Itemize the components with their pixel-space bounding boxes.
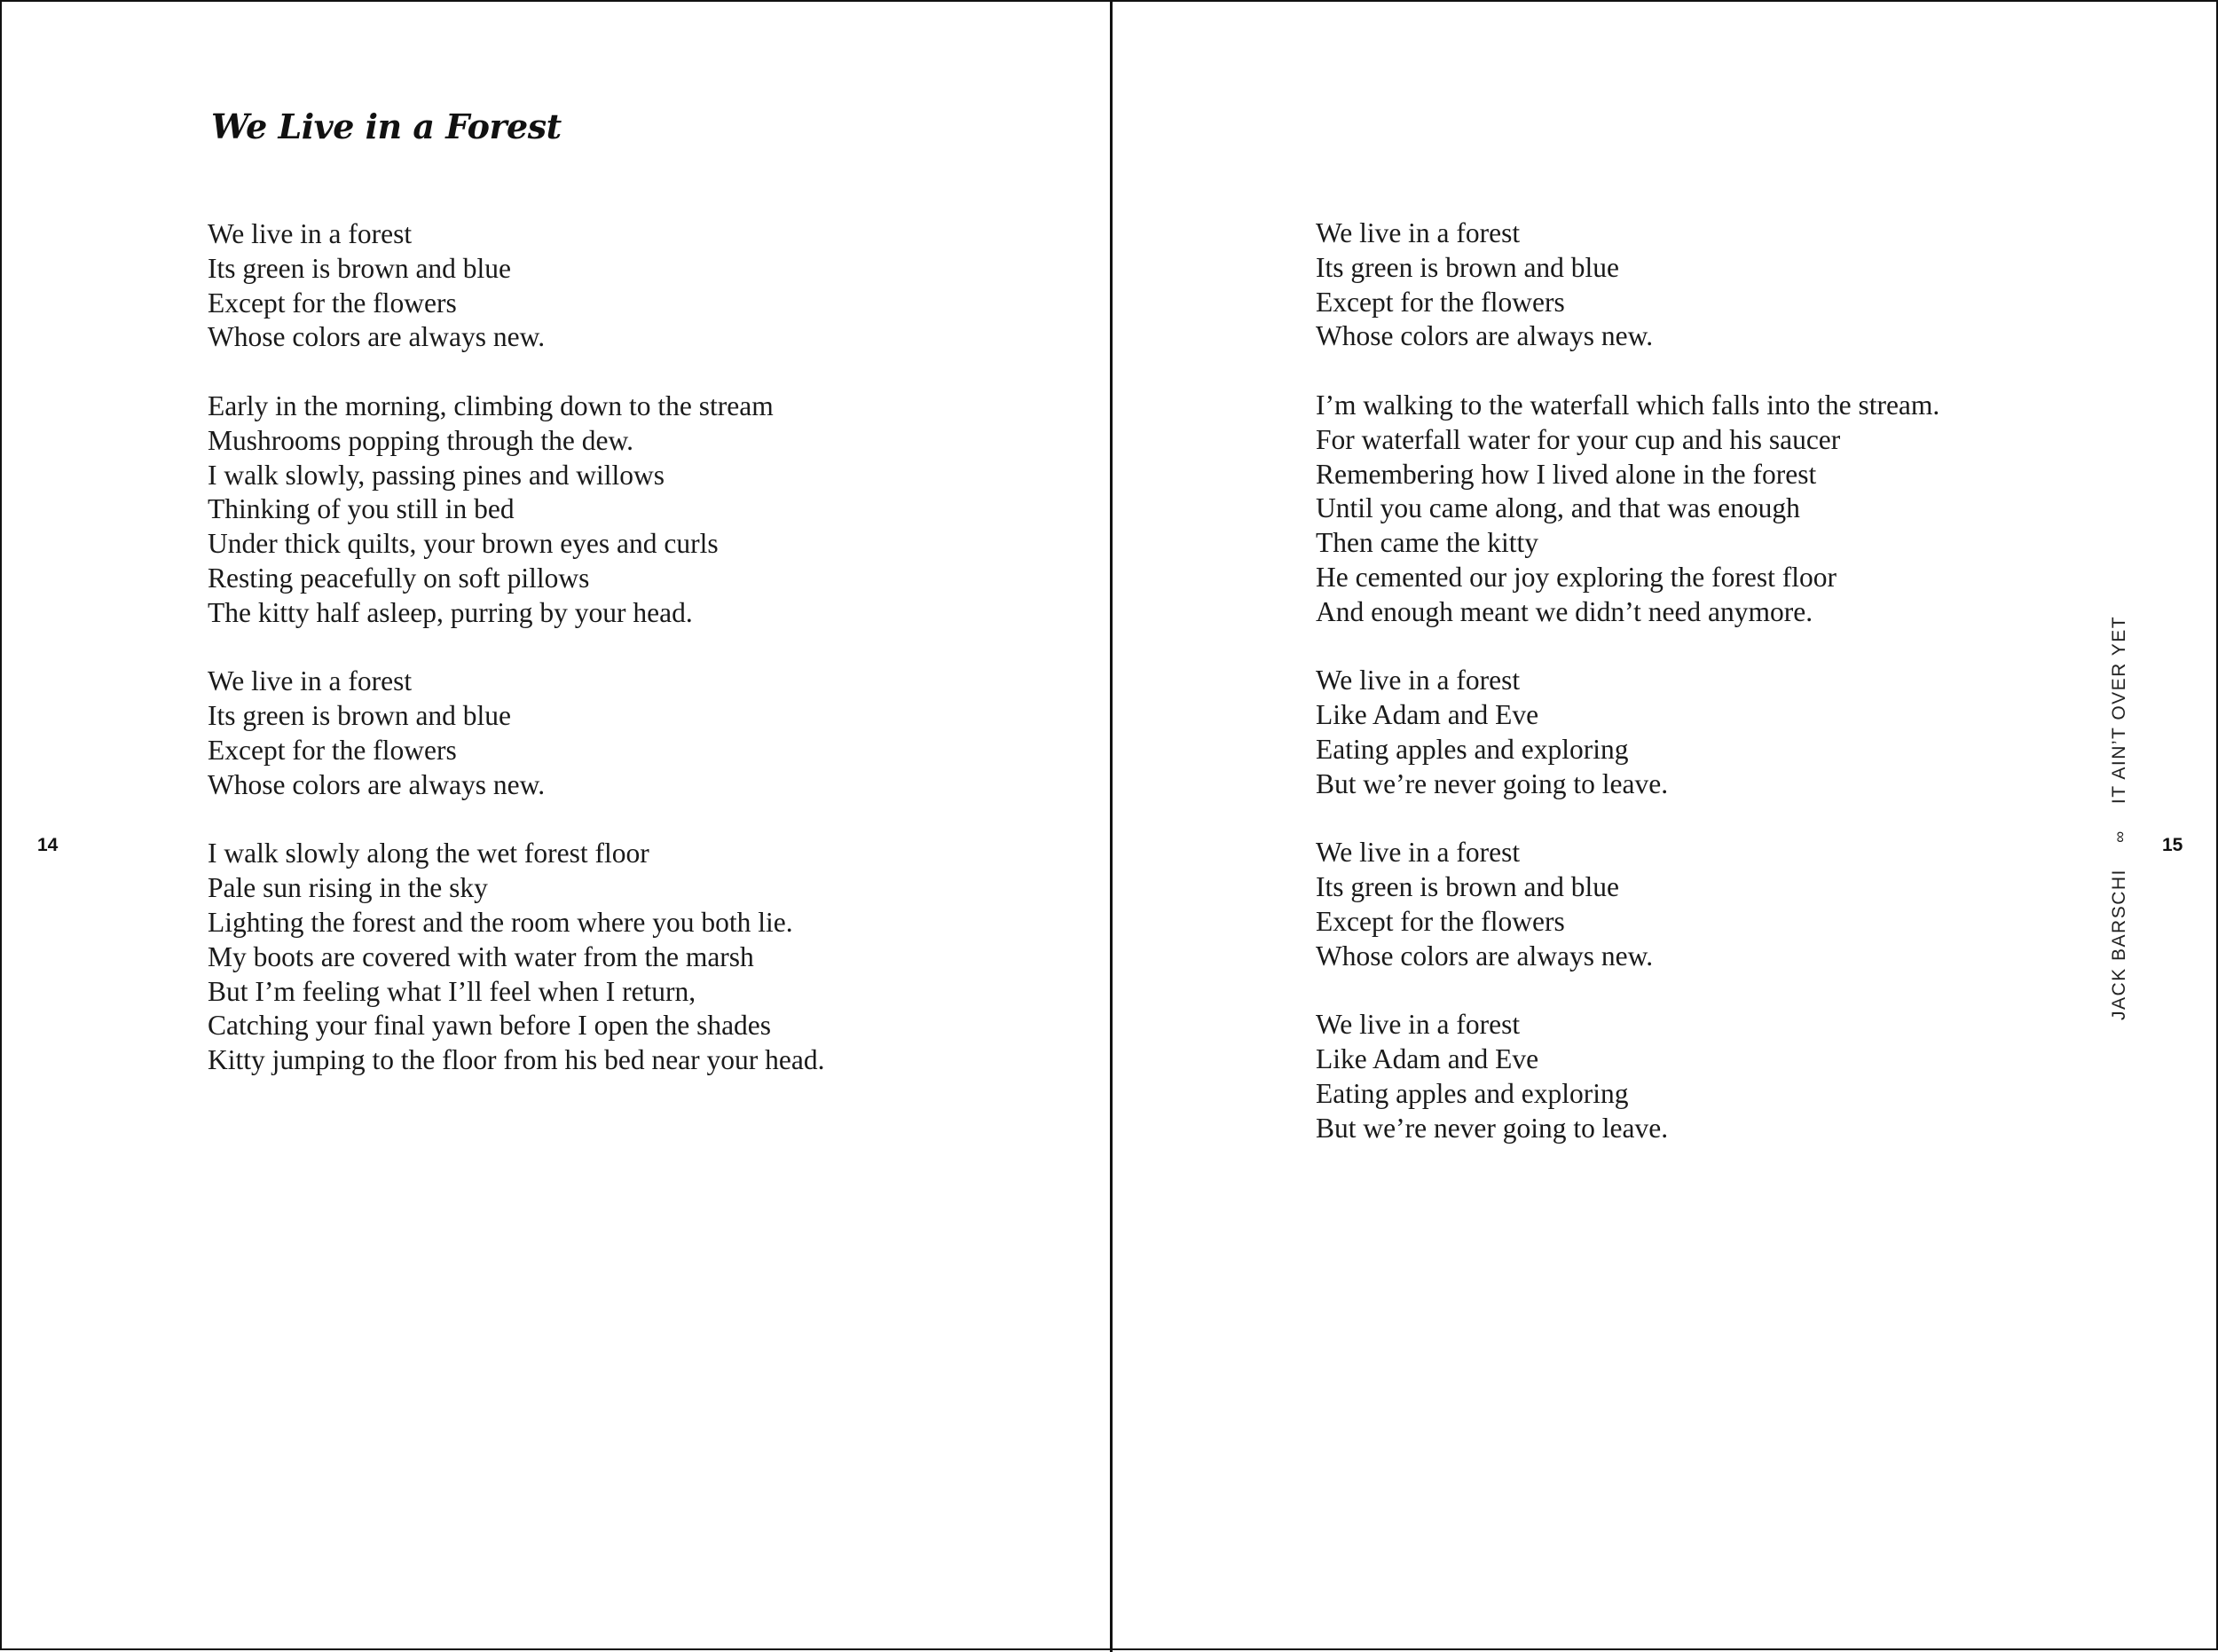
poem-line: Except for the flowers [208, 287, 457, 319]
poem-line: But I’m feeling what I’ll feel when I return, [208, 975, 696, 1007]
poem-line: Like Adam and Eve [1316, 1043, 1539, 1075]
poem-line: Whose colors are always new. [208, 321, 546, 353]
poem-line: Resting peacefully on soft pillows [208, 562, 590, 594]
left-page-poem [208, 217, 824, 1113]
stanza [1316, 836, 1939, 973]
stanza [1316, 664, 1939, 801]
poem-line: Whose colors are always new. [208, 768, 546, 800]
poem-line: Its green is brown and blue [1316, 251, 1620, 283]
stanza [208, 837, 824, 1078]
poem-line: I walk slowly, passing pines and willows [208, 459, 665, 491]
poem-line: But we’re never going to leave. [1316, 1112, 1669, 1144]
running-head [2109, 616, 2130, 1020]
poem-line: Pale sun rising in the sky [208, 872, 488, 904]
poem-title: We Live in a Forest [211, 106, 562, 146]
poem-line: We live in a forest [208, 218, 413, 249]
poem-line: Except for the flowers [1316, 286, 1565, 318]
poem-line: Kitty jumping to the floor from his bed near your head. [208, 1044, 825, 1076]
poem-line: Eating apples and exploring [1316, 1077, 1629, 1109]
poem-line: Then came the kitty [1316, 527, 1539, 559]
running-head-author: JACK BARSCHI [2109, 869, 2129, 1020]
infinity-separator-icon: ∞ [2111, 830, 2128, 843]
poem-line: We live in a forest [1316, 1009, 1521, 1041]
poem-line: Except for the flowers [1316, 905, 1565, 937]
poem-line: Like Adam and Eve [1316, 699, 1539, 731]
poem-line: We live in a forest [208, 665, 413, 697]
poem-line: Eating apples and exploring [1316, 733, 1629, 765]
page-number-left: 14 [37, 835, 59, 855]
poem-line: Mushrooms popping through the dew. [208, 424, 634, 456]
poem-line: Thinking of you still in bed [208, 493, 515, 525]
poem-line: I’m walking to the waterfall which falls into the stream. [1316, 389, 1940, 421]
poem-line: Except for the flowers [208, 734, 457, 766]
poem-line: But we’re never going to leave. [1316, 767, 1669, 799]
poem-line: Whose colors are always new. [1316, 320, 1654, 352]
poem-line: Early in the morning, climbing down to the stream [208, 389, 774, 421]
poem-line: I walk slowly along the wet forest floor [208, 838, 649, 869]
poem-line: My boots are covered with water from the marsh [208, 940, 754, 972]
poem-line: Its green is brown and blue [208, 252, 512, 284]
poem-line: Its green is brown and blue [1316, 871, 1620, 903]
poem-line: And enough meant we didn’t need anymore. [1316, 595, 1813, 627]
poem-line: For waterfall water for your cup and his saucer [1316, 423, 1841, 455]
poem-line: Catching your final yawn before I open the shades [208, 1010, 772, 1042]
right-page-poem [1316, 216, 1939, 1180]
stanza [208, 665, 824, 802]
poem-line: Until you came along, and that was enough [1316, 492, 1800, 524]
stanza [1316, 1008, 1939, 1145]
poem-line: Lighting the forest and the room where you both lie. [208, 906, 793, 938]
page-number-right: 15 [2162, 835, 2183, 855]
page-gutter-divider [1110, 2, 1113, 1652]
poem-line: Under thick quilts, your brown eyes and curls [208, 528, 719, 560]
stanza [208, 217, 824, 355]
poem-line: The kitty half asleep, purring by your head. [208, 596, 693, 628]
poem-line: We live in a forest [1316, 217, 1521, 248]
poem-line: We live in a forest [1316, 665, 1521, 696]
poem-line: He cemented our joy exploring the forest floor [1316, 561, 1837, 593]
poem-line: Whose colors are always new. [1316, 940, 1654, 972]
stanza [1316, 389, 1939, 630]
running-head-book-title: IT AIN’T OVER YET [2109, 615, 2129, 805]
poem-line: We live in a forest [1316, 837, 1521, 869]
stanza [1316, 216, 1939, 354]
stanza [208, 389, 824, 631]
poem-line: Its green is brown and blue [208, 700, 512, 732]
poem-line: Remembering how I lived alone in the forest [1316, 458, 1817, 490]
